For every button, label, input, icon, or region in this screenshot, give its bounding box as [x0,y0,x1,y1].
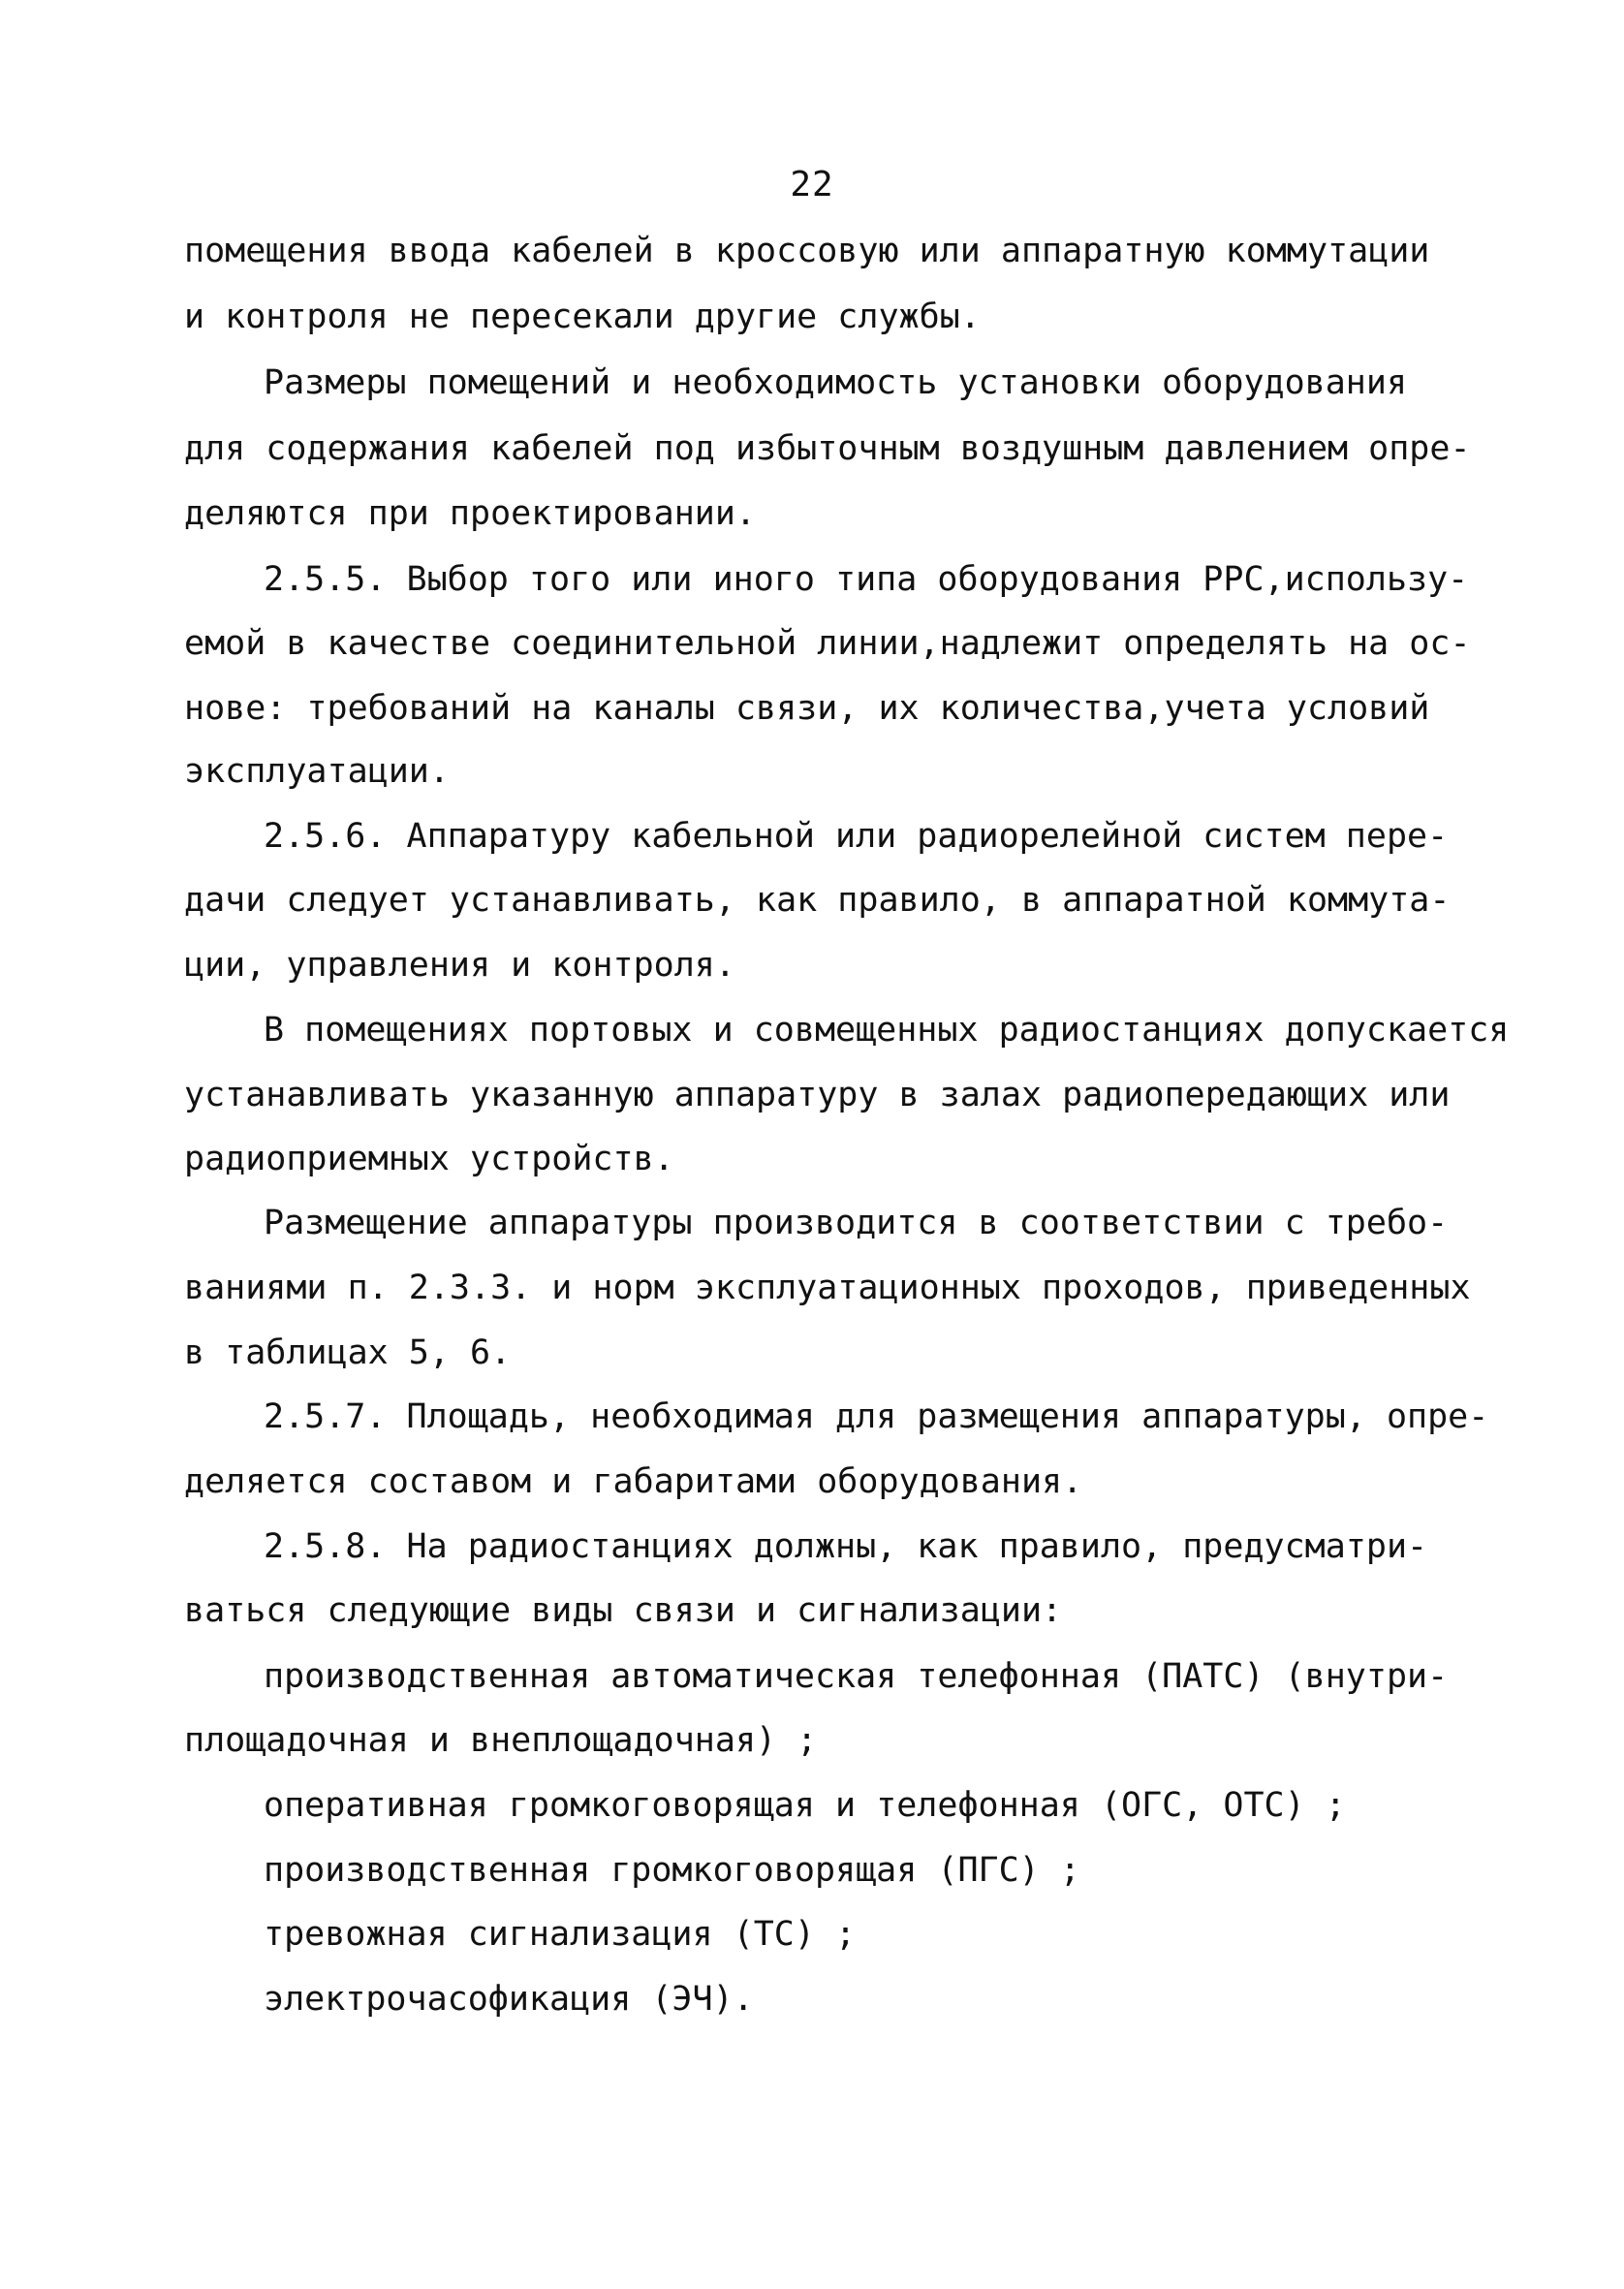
text-line: устанавливать указанную аппаратуру в залах радиопередающих или [184,1076,1451,1114]
text-line: ции, управления и контроля. [184,946,735,985]
text-line: производственная автоматическая телефонная (ПАТС) (внутри- [264,1657,1449,1696]
text-line: нове: требований на каналы связи, их количества,учета условий [184,689,1430,728]
text-line: емой в качестве соединительной линии,надлежит определять на ос- [184,624,1471,663]
text-line: Размещение аппаратуры производится в соответствии с требо- [264,1204,1449,1242]
text-line: и контроля не пересекали другие службы. [184,298,981,336]
text-line: деляется составом и габаритами оборудования. [184,1462,1083,1501]
text-line: ваниями п. 2.3.3. и норм эксплуатационных проходов, приведенных [184,1269,1471,1307]
text-line: площадочная и внеплощадочная) ; [184,1721,818,1760]
page-number: 22 [790,165,834,204]
text-line: деляются при проектировании. [184,494,757,533]
text-line: ваться следующие виды связи и сигнализации: [184,1591,1063,1630]
text-line: помещения ввода кабелей в кроссовую или аппаратную коммутации [184,232,1430,270]
text-line: В помещениях портовых и совмещенных радиостанциях допускается [264,1011,1510,1050]
text-line: оперативная громкоговорящая и телефонная (ОГС, ОТС) ; [264,1786,1346,1825]
text-line: дачи следует устанавливать, как правило, в аппаратной коммута- [184,881,1451,920]
text-line: электрочасофикация (ЭЧ). [264,1980,754,2019]
text-line: в таблицах 5, 6. [184,1333,512,1372]
text-line: Размеры помещений и необходимость установки оборудования [264,363,1408,402]
text-line: 2.5.8. На радиостанциях должны, как правило, предусматри- [264,1527,1428,1566]
text-line: 2.5.6. Аппаратуру кабельной или радиорелейной систем пере- [264,817,1449,856]
text-line: 2.5.5. Выбор того или иного типа оборудования РРС,использу- [264,560,1469,599]
text-line: эксплуатации. [184,752,450,791]
text-line: 2.5.7. Площадь, необходимая для размещения аппаратуры, опре- [264,1397,1489,1436]
text-line: производственная громкоговорящая (ПГС) ; [264,1851,1080,1890]
text-line: тревожная сигнализация (ТС) ; [264,1915,857,1954]
text-line: для содержания кабелей под избыточным воздушным давлением опре- [184,429,1471,468]
text-line: радиоприемных устройств. [184,1140,674,1178]
